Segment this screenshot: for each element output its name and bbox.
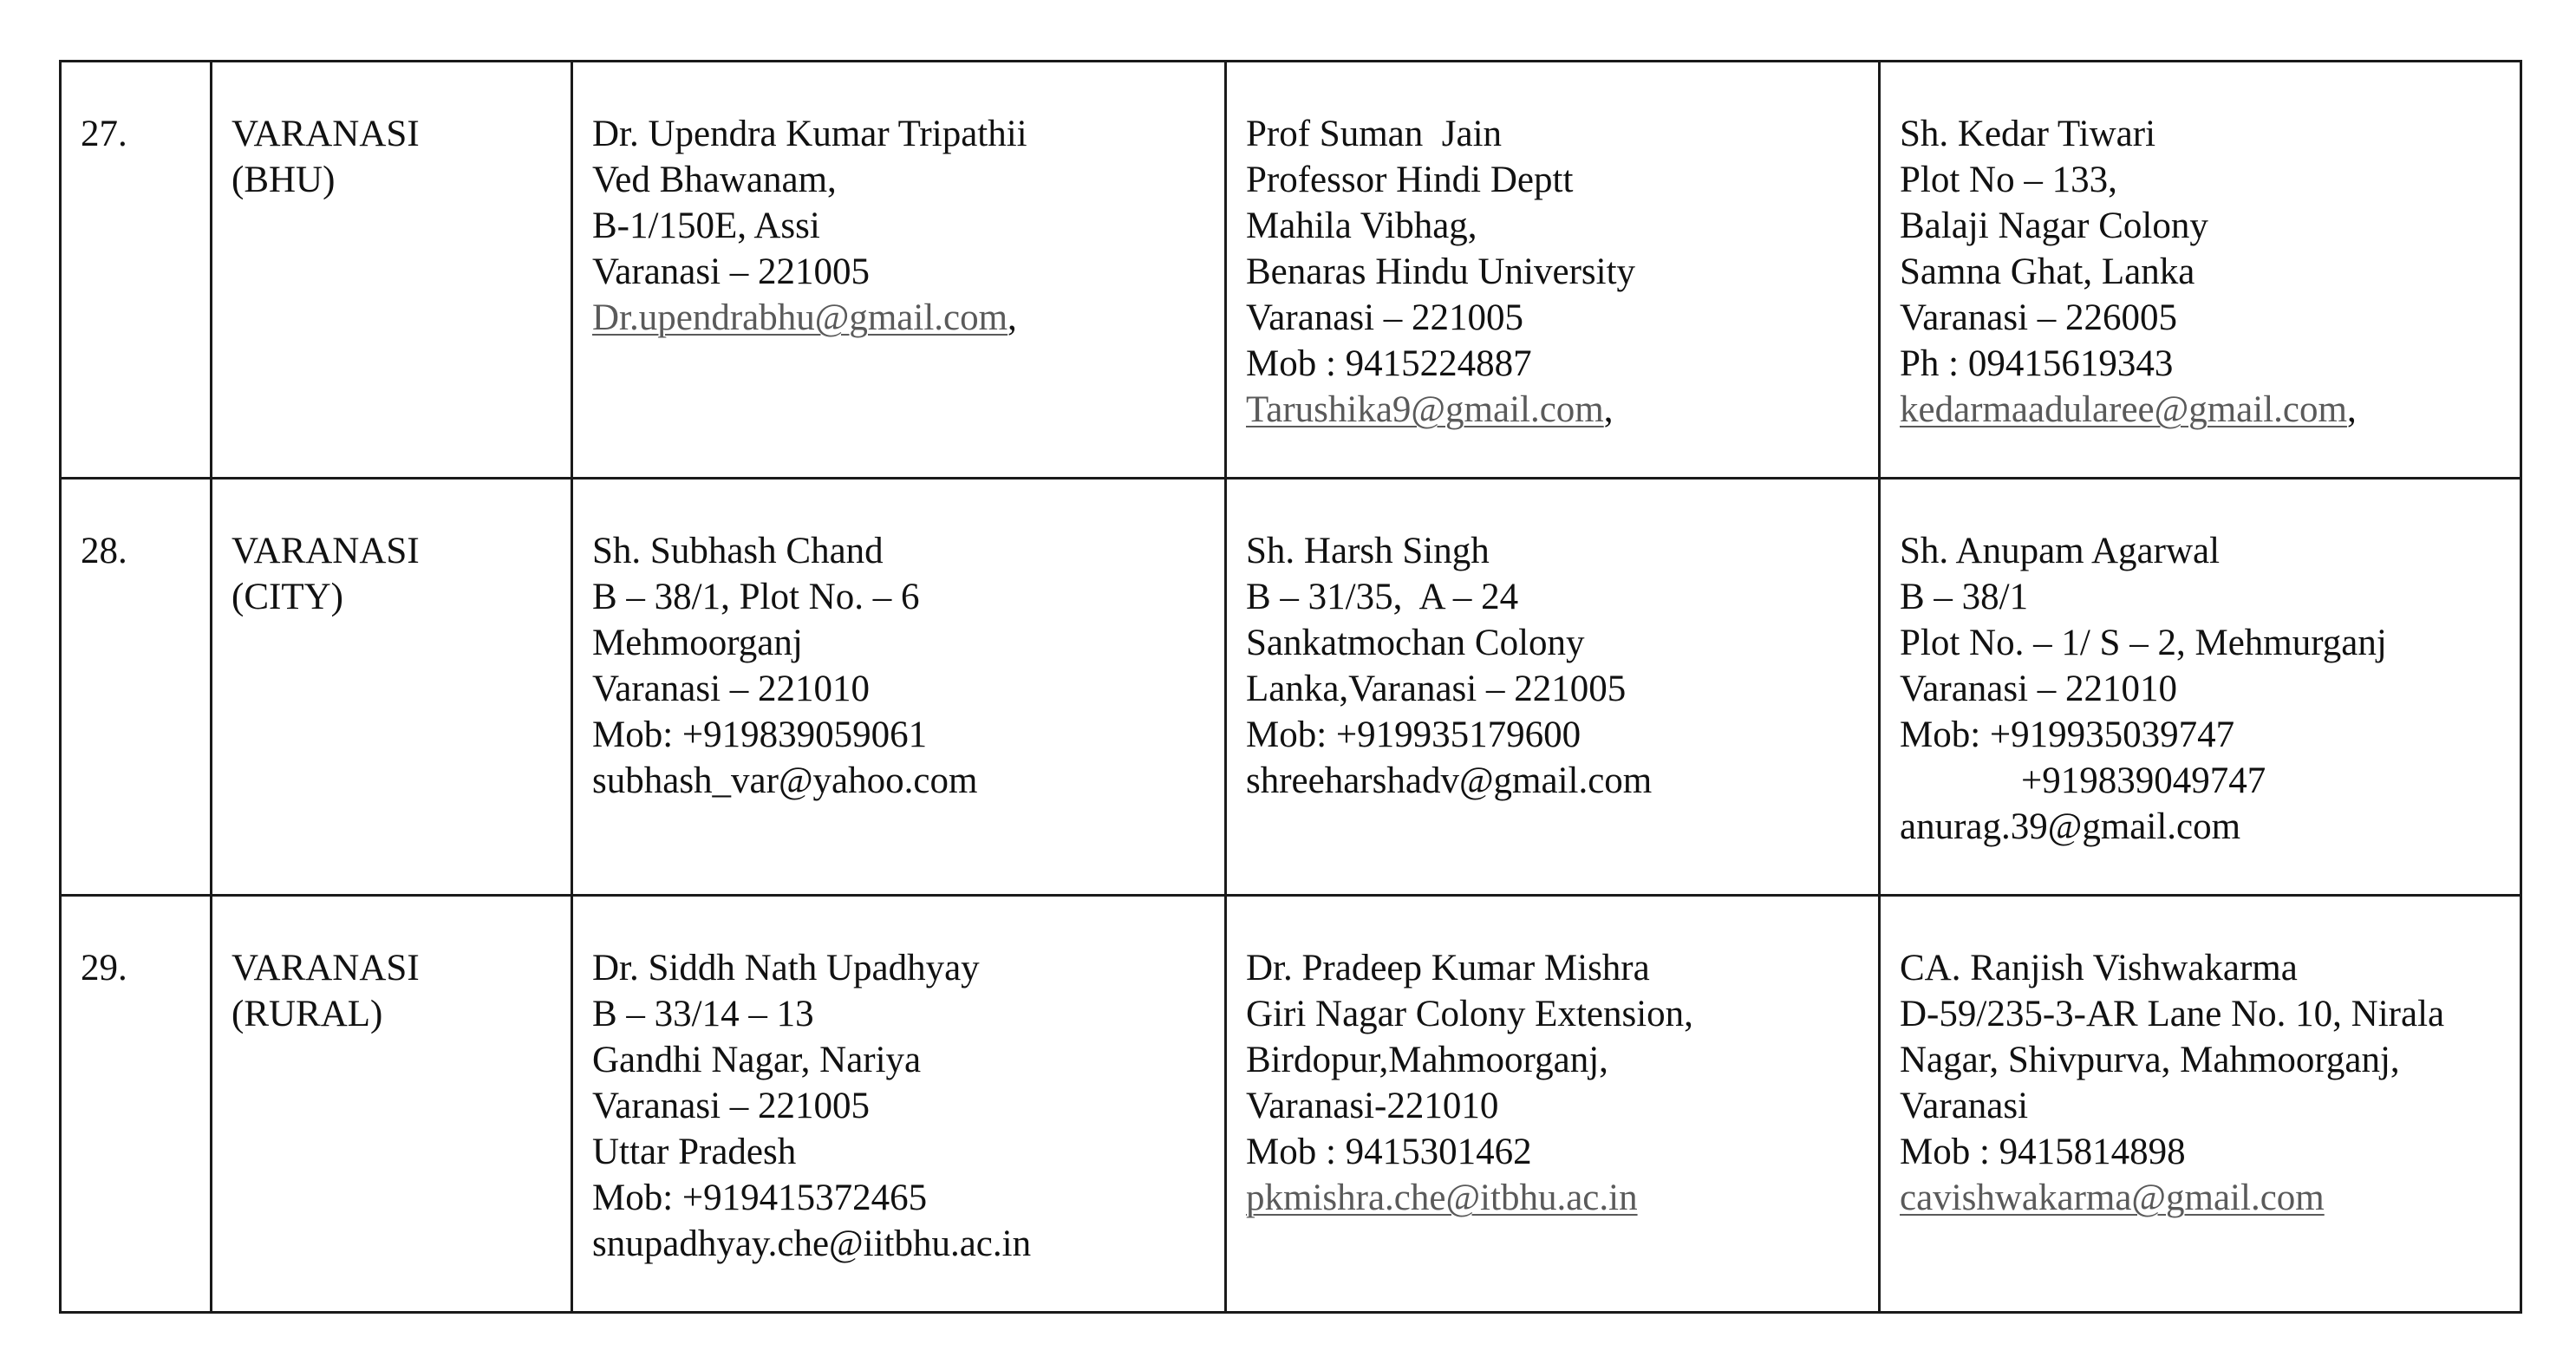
address-line: B – 38/1 xyxy=(1900,577,2029,617)
email-line xyxy=(1246,1175,1878,1221)
serial-number: 29. xyxy=(81,948,127,988)
district-name: VARANASI xyxy=(232,114,420,154)
serial-number-cell xyxy=(61,896,212,1313)
address-line: Balaji Nagar Colony xyxy=(1900,206,2208,246)
address-line: Samna Ghat, Lanka xyxy=(1900,251,2195,292)
address-line: Ved Bhawanam, xyxy=(592,160,837,200)
table-row xyxy=(61,62,2521,479)
contact-cell xyxy=(572,896,1226,1313)
address-line: Nagar, Shivpurva, Mahmoorganj, xyxy=(1900,1040,2400,1080)
contact-cell xyxy=(1226,62,1880,479)
address-line: Mob: +919415372465 xyxy=(592,1178,928,1218)
serial-number-cell xyxy=(61,479,212,896)
email-line xyxy=(1900,804,2520,850)
email-line xyxy=(1246,387,1878,433)
address-line: Mehmoorganj xyxy=(592,623,803,663)
email-suffix: , xyxy=(1603,389,1614,430)
email-line xyxy=(592,1221,1224,1267)
address-line: Professor Hindi Deptt xyxy=(1246,160,1574,200)
email-text: subhash_var@yahoo.com xyxy=(592,760,978,801)
address-line: Plot No. – 1/ S – 2, Mehmurganj xyxy=(1900,623,2387,663)
email-line xyxy=(592,295,1224,341)
email-suffix: , xyxy=(1008,297,1017,338)
contact-cell xyxy=(572,479,1226,896)
address-line: Varanasi – 221005 xyxy=(592,1086,871,1126)
email-link[interactable]: kedarmaadularee@gmail.com xyxy=(1900,389,2347,430)
serial-number: 27. xyxy=(81,114,127,154)
contact-name: Sh. Subhash Chand xyxy=(592,531,884,571)
email-line xyxy=(1246,758,1878,804)
email-line xyxy=(1900,1175,2520,1221)
address-line: Varanasi – 226005 xyxy=(1900,297,2178,338)
contact-cell xyxy=(1226,479,1880,896)
contact-cell xyxy=(1226,896,1880,1313)
contact-cell xyxy=(1880,62,2521,479)
address-line: Varanasi – 221010 xyxy=(1900,669,2178,709)
address-line: Varanasi xyxy=(1900,1086,2029,1126)
address-line: Varanasi – 221005 xyxy=(1246,297,1524,338)
address-line: Varanasi – 221005 xyxy=(592,251,871,292)
district-name: VARANASI xyxy=(232,948,420,988)
address-line: Mob: +919839059061 xyxy=(592,714,928,755)
email-line xyxy=(592,758,1224,804)
contact-name: Sh. Anupam Agarwal xyxy=(1900,531,2221,571)
address-line: Lanka,Varanasi – 221005 xyxy=(1246,669,1627,709)
table-body xyxy=(61,62,2521,1313)
contact-name: Sh. Harsh Singh xyxy=(1246,531,1490,571)
address-line: Uttar Pradesh xyxy=(592,1132,797,1172)
serial-number: 28. xyxy=(81,531,127,571)
phone-line: +919839049747 xyxy=(2021,760,2266,801)
address-line: D-59/235-3-AR Lane No. 10, Nirala xyxy=(1900,994,2445,1034)
address-line: Mob: +919935039747 xyxy=(1900,714,2235,755)
contact-cell xyxy=(1880,896,2521,1313)
address-line: Gandhi Nagar, Nariya xyxy=(592,1040,922,1080)
contact-cell xyxy=(572,62,1226,479)
contact-cell xyxy=(1880,479,2521,896)
address-line: Birdopur,Mahmoorganj, xyxy=(1246,1040,1608,1080)
address-line: B – 31/35, A – 24 xyxy=(1246,577,1519,617)
email-text: anurag.39@gmail.com xyxy=(1900,806,2241,847)
district-name: (RURAL) xyxy=(232,994,383,1034)
address-line: Mob : 9415301462 xyxy=(1246,1132,1532,1172)
district-name: (CITY) xyxy=(232,577,343,617)
contact-name: Dr. Upendra Kumar Tripathii xyxy=(592,114,1027,154)
contact-name: Sh. Kedar Tiwari xyxy=(1900,114,2156,154)
district-cell xyxy=(212,479,572,896)
address-line: Mahila Vibhag, xyxy=(1246,206,1477,246)
contact-name: Prof Suman Jain xyxy=(1246,114,1503,154)
contact-name: CA. Ranjish Vishwakarma xyxy=(1900,948,2298,988)
contact-name: Dr. Pradeep Kumar Mishra xyxy=(1246,948,1650,988)
address-line: Varanasi – 221010 xyxy=(592,669,871,709)
district-name: (BHU) xyxy=(232,160,336,200)
address-line: Sankatmochan Colony xyxy=(1246,623,1585,663)
address-line: Mob: +919935179600 xyxy=(1246,714,1581,755)
email-suffix: , xyxy=(2346,389,2357,430)
address-line: B – 33/14 – 13 xyxy=(592,994,814,1034)
address-line: Mob : 9415224887 xyxy=(1246,343,1532,384)
district-name: VARANASI xyxy=(232,531,420,571)
email-text: snupadhyay.che@iitbhu.ac.in xyxy=(592,1223,1032,1264)
district-cell xyxy=(212,896,572,1313)
contact-name: Dr. Siddh Nath Upadhyay xyxy=(592,948,980,988)
address-line: Plot No – 133, xyxy=(1900,160,2117,200)
email-link[interactable]: Dr.upendrabhu@gmail.com xyxy=(592,297,1008,338)
email-link[interactable]: pkmishra.che@itbhu.ac.in xyxy=(1246,1178,1638,1218)
address-line: Mob : 9415814898 xyxy=(1900,1132,2186,1172)
table-row xyxy=(61,479,2521,896)
contacts-table xyxy=(59,60,2522,1314)
email-text: shreeharshadv@gmail.com xyxy=(1246,760,1653,801)
address-line: B – 38/1, Plot No. – 6 xyxy=(592,577,920,617)
email-link[interactable]: Tarushika9@gmail.com xyxy=(1246,389,1604,430)
email-line xyxy=(1900,387,2520,433)
address-line: Varanasi-221010 xyxy=(1246,1086,1499,1126)
table-row xyxy=(61,896,2521,1313)
address-line: Ph : 09415619343 xyxy=(1900,343,2174,384)
email-link[interactable]: cavishwakarma@gmail.com xyxy=(1900,1178,2325,1218)
serial-number-cell xyxy=(61,62,212,479)
address-line: Giri Nagar Colony Extension, xyxy=(1246,994,1693,1034)
address-line: Benaras Hindu University xyxy=(1246,251,1636,292)
address-line: B-1/150E, Assi xyxy=(592,206,820,246)
district-cell xyxy=(212,62,572,479)
